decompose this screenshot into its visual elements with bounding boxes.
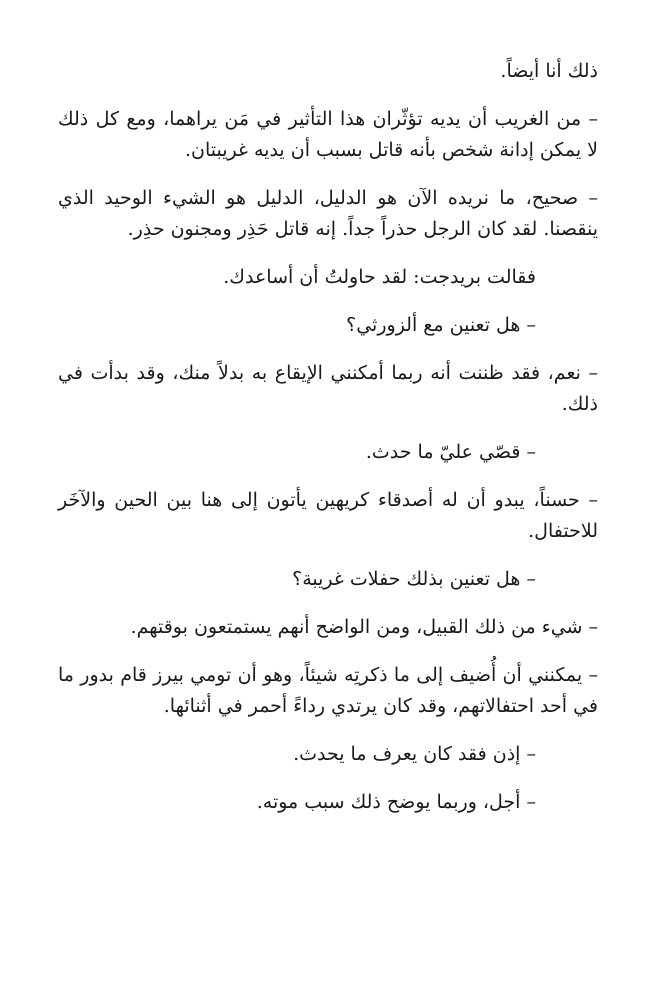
paragraph-13: – أجل، وربما يوضح ذلك سبب موته. — [256, 791, 536, 813]
paragraph-5: – هل تعنين مع ألزورثي؟ — [346, 314, 536, 336]
paragraph-9: – هل تعنين بذلك حفلات غريبة؟ — [292, 568, 536, 590]
book-page — [58, 56, 598, 835]
paragraph-4: فقالت بريدجت: لقد حاولتُ أن أساعدك. — [223, 266, 536, 288]
paragraph-6: – نعم، فقد ظننت أنه ربما أمكنني الإيقاع به بدلاً منك، وقد بدأت في ذلك. — [58, 362, 598, 415]
paragraph-8: – حسناً، يبدو أن له أصدقاء كريهين يأتون إلى هنا بين الحين والآخَر للاحتفال. — [58, 489, 598, 542]
paragraph-3: – صحيح، ما نريده الآن هو الدليل، الدليل هو الشيء الوحيد الذي ينقصنا. لقد كان الرجل حذراً جداً. إنه قاتل حَذِر ومجنون حذِر. — [58, 187, 598, 240]
paragraph-12: – إذن فقد كان يعرف ما يحدث. — [293, 743, 536, 765]
paragraph-1: ذلك أنا أيضاً. — [500, 60, 598, 82]
paragraph-10: – شيء من ذلك القبيل، ومن الواضح أنهم يستمتعون بوقتهم. — [130, 616, 598, 638]
paragraph-7: – قصّي عليّ ما حدث. — [365, 441, 536, 463]
paragraph-11: – يمكنني أن أُضيف إلى ما ذكرتِه شيئاً، وهو أن تومي بيرز قام بدور ما في أحد احتفالاتهم، وقد كان يرتدي رداءً أحمر في أثنائها. — [58, 664, 598, 717]
paragraph-2: – من الغريب أن يديه تؤثّران هذا التأثير في مَن يراهما، ومع كل ذلك لا يمكن إدانة شخص بأنه قاتل بسبب أن يديه غريبتان. — [58, 108, 598, 161]
